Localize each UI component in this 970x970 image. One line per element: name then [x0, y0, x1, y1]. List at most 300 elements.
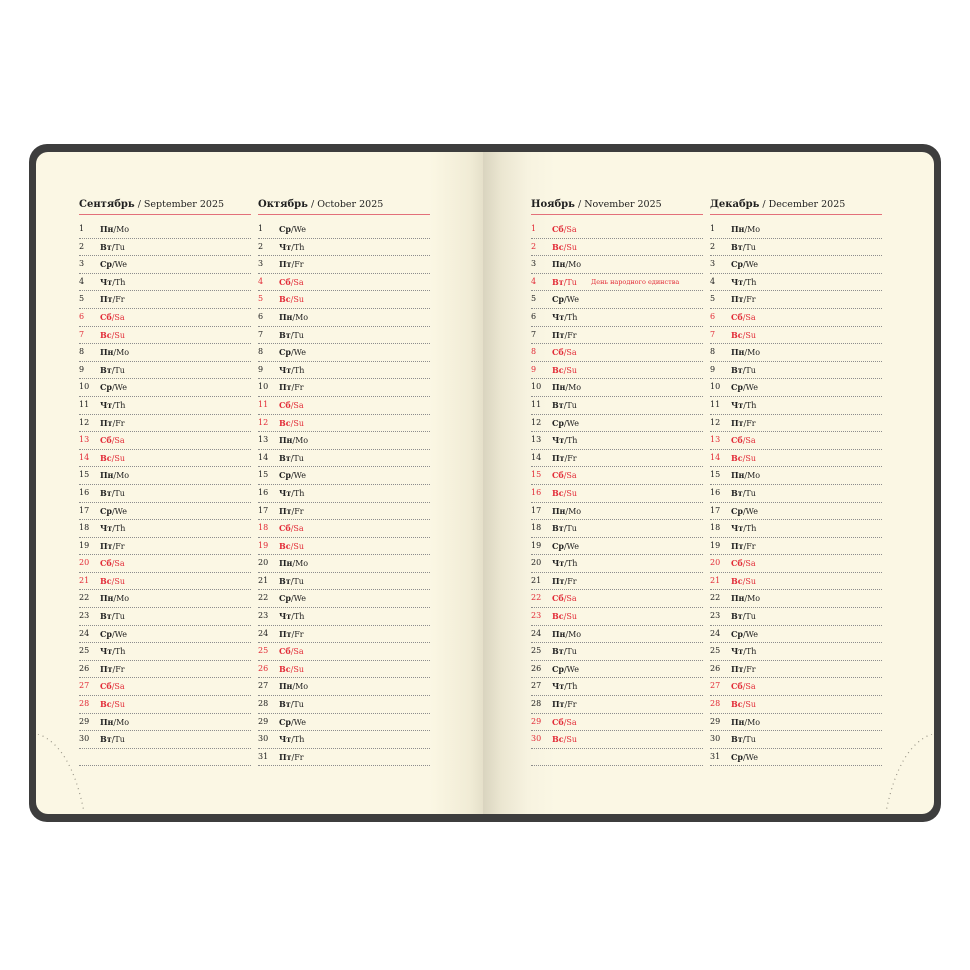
weekday-en: /We: [290, 348, 306, 358]
weekday-en: /Sa: [742, 682, 756, 692]
day-row[interactable]: [258, 379, 430, 397]
weekday-en: /Tu: [290, 330, 304, 340]
weekday-ru: Ср: [552, 663, 564, 674]
weekday-en: /Mo: [744, 225, 761, 234]
weekday-ru: Вт: [731, 487, 743, 498]
weekday-label: [731, 573, 756, 590]
day-row[interactable]: [79, 731, 251, 749]
weekday-ru: Сб: [552, 347, 564, 358]
day-row[interactable]: [710, 415, 882, 433]
day-number: 9: [710, 364, 716, 374]
weekday-label: [552, 309, 577, 326]
day-row[interactable]: [710, 749, 882, 767]
day-row[interactable]: [258, 291, 430, 309]
weekday-label: [279, 731, 304, 748]
weekday-label: [279, 608, 304, 625]
weekday-ru: Сб: [100, 311, 112, 322]
weekday-ru: Ср: [731, 628, 743, 639]
day-row[interactable]: [258, 415, 430, 433]
weekday-ru: Ср: [552, 540, 564, 551]
day-row[interactable]: [710, 573, 882, 591]
day-row[interactable]: [710, 467, 882, 485]
day-number: 21: [258, 575, 269, 585]
weekday-label: [279, 749, 304, 766]
day-row[interactable]: [258, 239, 430, 257]
weekday-ru: Ср: [100, 628, 112, 639]
day-row[interactable]: [710, 626, 882, 644]
day-row[interactable]: [258, 467, 430, 485]
day-number: 14: [79, 452, 90, 462]
weekday-ru: Пт: [552, 699, 565, 710]
day-row[interactable]: [79, 450, 251, 468]
weekday-en: /Th: [564, 559, 578, 569]
day-row[interactable]: [258, 661, 430, 679]
weekday-label: [731, 415, 756, 432]
weekday-ru: Сб: [100, 435, 112, 446]
weekday-label: [552, 344, 577, 361]
day-number: 16: [79, 487, 90, 497]
day-number: 22: [79, 593, 90, 603]
weekday-label: [279, 555, 308, 572]
day-number: 1: [710, 224, 716, 233]
weekday-label: [279, 626, 304, 643]
day-row[interactable]: [258, 590, 430, 608]
day-number: 14: [531, 452, 542, 462]
day-row[interactable]: [258, 749, 430, 767]
weekday-en: /Tu: [563, 647, 577, 657]
day-row[interactable]: [79, 291, 251, 309]
day-number: 3: [79, 259, 85, 269]
day-row[interactable]: [710, 379, 882, 397]
day-row[interactable]: [258, 731, 430, 749]
weekday-label: [731, 696, 756, 713]
day-row[interactable]: [710, 714, 882, 732]
day-row[interactable]: [710, 503, 882, 521]
day-row[interactable]: [258, 538, 430, 556]
day-row[interactable]: [531, 221, 703, 239]
weekday-label: [552, 503, 581, 520]
weekday-en: /Mo: [744, 471, 761, 481]
day-row[interactable]: [79, 327, 251, 345]
day-row[interactable]: [79, 520, 251, 538]
weekday-ru: Вт: [279, 699, 291, 710]
weekday-en: /Tu: [290, 700, 304, 710]
day-row[interactable]: [258, 555, 430, 573]
day-number: 26: [531, 663, 542, 673]
day-number: 4: [531, 276, 537, 286]
day-row[interactable]: [531, 467, 703, 485]
weekday-label: [100, 661, 125, 678]
day-row[interactable]: [531, 714, 703, 732]
day-row[interactable]: [531, 678, 703, 696]
weekday-en: /Tu: [111, 488, 125, 498]
weekday-ru: Пн: [279, 558, 293, 569]
day-row[interactable]: [258, 344, 430, 362]
day-row[interactable]: [531, 450, 703, 468]
weekday-label: [731, 485, 756, 502]
weekday-label: [279, 485, 304, 502]
day-number: 3: [710, 259, 716, 269]
day-row[interactable]: [710, 432, 882, 450]
day-number: 14: [258, 452, 269, 462]
day-row[interactable]: [258, 696, 430, 714]
day-row[interactable]: [258, 432, 430, 450]
day-number: 8: [531, 347, 537, 357]
day-number: 30: [710, 734, 721, 744]
day-row[interactable]: [79, 643, 251, 661]
weekday-en: /Fr: [291, 506, 304, 516]
day-row[interactable]: [710, 309, 882, 327]
weekday-label: [731, 503, 758, 520]
weekday-label: [731, 362, 756, 379]
weekday-label: [100, 555, 125, 572]
weekday-ru: Пт: [731, 417, 744, 428]
weekday-label: [731, 467, 760, 484]
weekday-label: [100, 309, 125, 326]
day-row[interactable]: [79, 344, 251, 362]
day-number: 5: [710, 294, 716, 304]
day-row[interactable]: [710, 731, 882, 749]
day-number: 28: [710, 699, 721, 709]
weekday-ru: Вс: [552, 487, 564, 498]
weekday-ru: Вт: [552, 646, 564, 657]
day-row[interactable]: [710, 274, 882, 292]
day-row[interactable]: [710, 221, 882, 239]
day-row[interactable]: [258, 714, 430, 732]
weekday-label: [731, 678, 756, 695]
weekday-ru: Вт: [731, 241, 743, 252]
day-row[interactable]: [710, 696, 882, 714]
weekday-label: [100, 239, 125, 256]
day-row[interactable]: [710, 608, 882, 626]
day-row[interactable]: [531, 362, 703, 380]
weekday-ru: Вт: [552, 399, 564, 410]
weekday-ru: Пн: [100, 470, 114, 481]
weekday-en: /Sa: [742, 436, 756, 446]
day-row[interactable]: [531, 379, 703, 397]
weekday-ru: Пн: [100, 593, 114, 604]
weekday-en: /Su: [290, 295, 304, 305]
weekday-ru: Ср: [100, 259, 112, 270]
weekday-en: /Sa: [111, 559, 125, 569]
weekday-ru: Ср: [552, 417, 564, 428]
day-number: 11: [258, 399, 269, 409]
day-number: 17: [79, 505, 90, 515]
day-row[interactable]: [79, 432, 251, 450]
day-row[interactable]: [710, 678, 882, 696]
day-row[interactable]: [79, 221, 251, 239]
day-row[interactable]: [531, 256, 703, 274]
month-name-en: / October 2025: [307, 199, 384, 210]
weekday-en: /Sa: [290, 647, 304, 657]
weekday-label: [552, 696, 577, 713]
day-row[interactable]: [258, 256, 430, 274]
weekday-label: [552, 661, 579, 678]
weekday-en: /Mo: [744, 594, 761, 604]
weekday-label: [552, 643, 577, 660]
weekday-en: /Mo: [113, 225, 130, 234]
day-row[interactable]: [79, 590, 251, 608]
weekday-ru: Ср: [279, 470, 291, 481]
day-row[interactable]: [258, 274, 430, 292]
day-number: 1: [258, 224, 264, 233]
weekday-en: /Su: [111, 330, 125, 340]
day-row[interactable]: [531, 485, 703, 503]
day-row[interactable]: [710, 661, 882, 679]
day-row[interactable]: [79, 397, 251, 415]
weekday-label: [100, 503, 127, 520]
day-row[interactable]: [531, 520, 703, 538]
weekday-ru: Вс: [552, 734, 564, 745]
weekday-label: [552, 485, 577, 502]
day-number: 8: [258, 347, 264, 357]
weekday-en: /Th: [291, 242, 305, 252]
weekday-en: /Sa: [742, 559, 756, 569]
day-row[interactable]: [710, 362, 882, 380]
day-row[interactable]: [710, 291, 882, 309]
day-row[interactable]: [531, 590, 703, 608]
weekday-label: [731, 344, 760, 361]
weekday-label: [552, 291, 579, 308]
weekday-ru: Пн: [731, 716, 745, 727]
weekday-ru: Сб: [100, 681, 112, 692]
day-row[interactable]: [258, 327, 430, 345]
day-row[interactable]: [531, 643, 703, 661]
weekday-label: [731, 432, 756, 449]
day-row[interactable]: [79, 714, 251, 732]
day-row[interactable]: [531, 538, 703, 556]
day-number: 23: [258, 611, 269, 621]
weekday-ru: Пн: [552, 628, 566, 639]
day-row[interactable]: [710, 450, 882, 468]
weekday-en: /Su: [563, 488, 577, 498]
weekday-label: [100, 432, 125, 449]
day-row[interactable]: [531, 291, 703, 309]
day-row[interactable]: [79, 485, 251, 503]
weekday-ru: Пн: [279, 311, 293, 322]
day-row[interactable]: [79, 503, 251, 521]
weekday-en: /Mo: [292, 559, 309, 569]
weekday-ru: Пт: [279, 628, 292, 639]
weekday-ru: Сб: [552, 224, 564, 234]
day-row[interactable]: [258, 397, 430, 415]
day-row[interactable]: [531, 696, 703, 714]
weekday-label: [552, 415, 579, 432]
day-row[interactable]: [710, 520, 882, 538]
day-row[interactable]: [258, 643, 430, 661]
day-row[interactable]: [710, 590, 882, 608]
day-row[interactable]: [531, 344, 703, 362]
weekday-ru: Пн: [279, 435, 293, 446]
weekday-label: [552, 608, 577, 625]
weekday-ru: Чт: [731, 276, 744, 287]
weekday-en: /Tu: [742, 735, 756, 745]
day-number: 17: [258, 505, 269, 515]
day-row[interactable]: [710, 327, 882, 345]
day-row[interactable]: [79, 661, 251, 679]
weekday-label: [279, 291, 304, 308]
day-row[interactable]: [531, 274, 703, 292]
weekday-label: [100, 256, 127, 273]
day-row[interactable]: [258, 503, 430, 521]
weekday-label: [279, 503, 304, 520]
weekday-en: /We: [290, 594, 306, 604]
day-row[interactable]: [79, 467, 251, 485]
day-row[interactable]: [258, 450, 430, 468]
weekday-label: [279, 661, 304, 678]
day-list: [258, 221, 430, 766]
day-row[interactable]: [79, 573, 251, 591]
day-row[interactable]: [79, 696, 251, 714]
weekday-en: /We: [111, 260, 127, 270]
day-row[interactable]: [531, 397, 703, 415]
day-row[interactable]: [531, 503, 703, 521]
day-row[interactable]: [79, 608, 251, 626]
weekday-ru: Чт: [279, 487, 292, 498]
day-row[interactable]: [258, 608, 430, 626]
day-row[interactable]: [258, 485, 430, 503]
day-number: 19: [531, 540, 542, 550]
day-row[interactable]: [79, 415, 251, 433]
day-row[interactable]: [79, 274, 251, 292]
day-number: 4: [710, 276, 716, 286]
weekday-en: /Th: [743, 400, 757, 410]
weekday-label: [100, 274, 125, 291]
month-name-en: / September 2025: [134, 199, 225, 210]
day-number: 6: [710, 311, 716, 321]
weekday-en: /Fr: [112, 418, 125, 428]
day-number: 24: [258, 628, 269, 638]
day-row[interactable]: [531, 309, 703, 327]
day-number: 9: [258, 364, 264, 374]
weekday-ru: Чт: [279, 734, 292, 745]
day-row[interactable]: [258, 520, 430, 538]
day-number: 25: [710, 646, 721, 656]
day-row[interactable]: [531, 239, 703, 257]
day-row[interactable]: [710, 643, 882, 661]
day-row[interactable]: [79, 256, 251, 274]
day-row[interactable]: [79, 239, 251, 257]
weekday-label: [279, 415, 304, 432]
month-december: [710, 198, 882, 766]
day-number: 24: [79, 628, 90, 638]
day-row[interactable]: [710, 538, 882, 556]
day-row[interactable]: [79, 555, 251, 573]
weekday-ru: Ср: [552, 294, 564, 305]
weekday-label: [100, 626, 127, 643]
day-row[interactable]: [531, 573, 703, 591]
weekday-label: [100, 327, 125, 344]
weekday-ru: Пн: [279, 681, 293, 692]
weekday-en: /Mo: [744, 348, 761, 358]
weekday-label: [100, 696, 125, 713]
weekday-en: /Su: [742, 700, 756, 710]
weekday-ru: Чт: [279, 611, 292, 622]
weekday-en: /Su: [563, 242, 577, 252]
weekday-label: [100, 643, 125, 660]
day-row[interactable]: [79, 379, 251, 397]
weekday-en: /Mo: [565, 629, 582, 639]
day-row[interactable]: [531, 731, 703, 749]
day-row[interactable]: [531, 661, 703, 679]
day-row[interactable]: [710, 256, 882, 274]
day-row[interactable]: [258, 678, 430, 696]
day-row[interactable]: [258, 309, 430, 327]
day-number: 21: [79, 575, 90, 585]
day-number: 30: [258, 734, 269, 744]
weekday-ru: Вс: [279, 294, 291, 305]
weekday-ru: Пт: [100, 540, 113, 551]
day-number: 8: [79, 347, 85, 357]
day-row[interactable]: [710, 397, 882, 415]
day-row[interactable]: [258, 221, 430, 239]
day-row[interactable]: [258, 573, 430, 591]
day-row[interactable]: [79, 538, 251, 556]
day-row[interactable]: [258, 626, 430, 644]
day-row[interactable]: [710, 239, 882, 257]
day-number: 5: [258, 294, 264, 304]
day-number: 15: [531, 470, 542, 480]
weekday-ru: Вт: [731, 611, 743, 622]
day-row[interactable]: [79, 749, 251, 767]
month-november: [531, 198, 703, 766]
day-row[interactable]: [531, 555, 703, 573]
day-row[interactable]: [79, 309, 251, 327]
weekday-ru: Чт: [279, 241, 292, 252]
weekday-ru: Сб: [731, 681, 743, 692]
day-row[interactable]: [79, 626, 251, 644]
weekday-en: /Tu: [111, 242, 125, 252]
weekday-en: /Tu: [742, 365, 756, 375]
weekday-en: /Mo: [565, 260, 582, 270]
day-number: 12: [710, 417, 721, 427]
weekday-label: [552, 555, 577, 572]
day-row[interactable]: [710, 485, 882, 503]
weekday-label: [279, 309, 308, 326]
day-row[interactable]: [531, 749, 703, 767]
weekday-en: /Fr: [564, 576, 577, 586]
weekday-ru: Пт: [731, 294, 744, 305]
weekday-en: /Th: [291, 488, 305, 498]
day-row[interactable]: [531, 432, 703, 450]
weekday-en: /Su: [742, 330, 756, 340]
weekday-label: [279, 573, 304, 590]
weekday-label: [100, 573, 125, 590]
weekday-en: /Tu: [742, 612, 756, 622]
day-row[interactable]: [710, 344, 882, 362]
weekday-ru: Вт: [100, 241, 112, 252]
weekday-en: /Mo: [565, 383, 582, 393]
day-row[interactable]: [531, 626, 703, 644]
day-number: 16: [258, 487, 269, 497]
weekday-ru: Чт: [552, 681, 565, 692]
day-number: 27: [258, 681, 269, 691]
day-row[interactable]: [79, 678, 251, 696]
day-row[interactable]: [710, 555, 882, 573]
day-row[interactable]: [531, 415, 703, 433]
day-row[interactable]: [531, 327, 703, 345]
day-row[interactable]: [531, 608, 703, 626]
day-number: 15: [79, 470, 90, 480]
day-row[interactable]: [258, 362, 430, 380]
day-number: 26: [710, 663, 721, 673]
weekday-ru: Вс: [279, 417, 291, 428]
day-number: 17: [710, 505, 721, 515]
day-row[interactable]: [79, 362, 251, 380]
weekday-ru: Вс: [731, 452, 743, 463]
weekday-label: [552, 362, 577, 379]
day-number: 4: [79, 276, 85, 286]
